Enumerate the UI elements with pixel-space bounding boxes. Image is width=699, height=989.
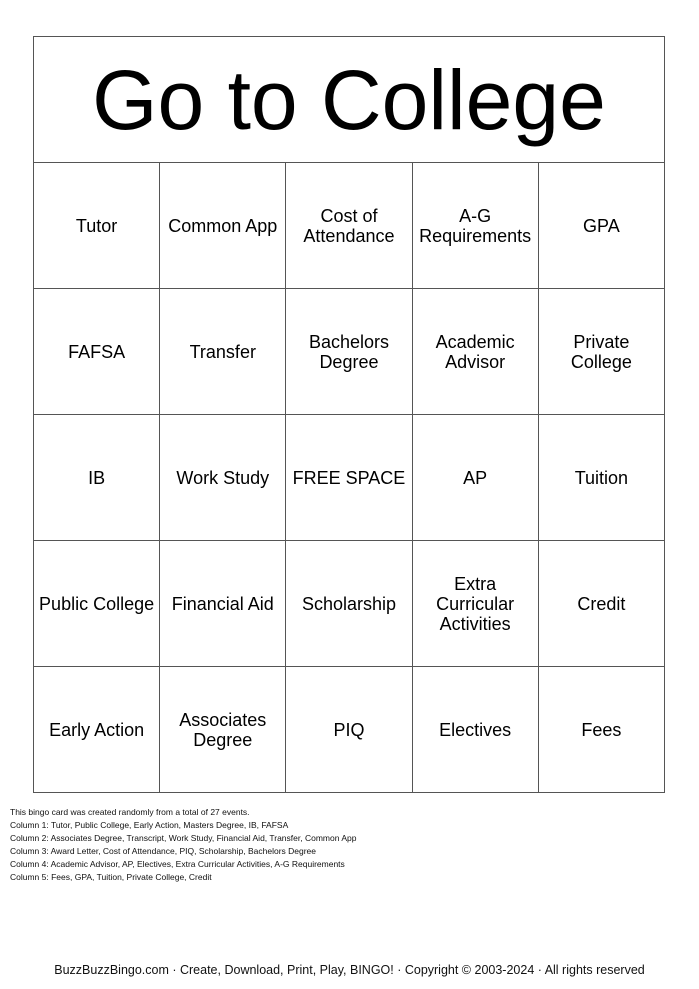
bingo-card	[33, 36, 665, 793]
bingo-cell: IB	[34, 415, 160, 541]
free-space-cell: FREE SPACE	[286, 415, 412, 541]
bingo-cell: Tuition	[538, 415, 664, 541]
card-title: Go to College	[34, 37, 665, 163]
note-line: Column 2: Associates Degree, Transcript, Work Study, Financial Aid, Transfer, Common App	[10, 833, 357, 843]
bingo-cell: Electives	[412, 667, 538, 793]
note-line: Column 1: Tutor, Public College, Early Action, Masters Degree, IB, FAFSA	[10, 820, 289, 830]
bingo-cell: Private College	[538, 289, 664, 415]
bingo-cell: Transfer	[160, 289, 286, 415]
card-notes	[10, 806, 356, 884]
bingo-cell: Public College	[34, 541, 160, 667]
bingo-cell: Common App	[160, 163, 286, 289]
page-footer: BuzzBuzzBingo.com · Create, Download, Print, Play, BINGO! · Copyright © 2003-2024 · All rights reserved	[54, 963, 645, 977]
title-row	[34, 37, 665, 163]
bingo-cell: Cost of Attendance	[286, 163, 412, 289]
bingo-row	[34, 289, 665, 415]
bingo-cell: AP	[412, 415, 538, 541]
bingo-cell: Extra Curricular Activities	[412, 541, 538, 667]
bingo-cell: Scholarship	[286, 541, 412, 667]
note-line: Column 4: Academic Advisor, AP, Electives, Extra Curricular Activities, A-G Requirements	[10, 859, 345, 869]
bingo-cell: Fees	[538, 667, 664, 793]
note-line: This bingo card was created randomly from a total of 27 events.	[10, 807, 250, 817]
bingo-cell: Associates Degree	[160, 667, 286, 793]
bingo-cell: Early Action	[34, 667, 160, 793]
bingo-row	[34, 163, 665, 289]
bingo-cell: PIQ	[286, 667, 412, 793]
bingo-row	[34, 667, 665, 793]
bingo-cell: Financial Aid	[160, 541, 286, 667]
bingo-cell: A-G Requirements	[412, 163, 538, 289]
bingo-cell: GPA	[538, 163, 664, 289]
bingo-cell: Bachelors Degree	[286, 289, 412, 415]
note-line: Column 5: Fees, GPA, Tuition, Private College, Credit	[10, 872, 212, 882]
bingo-row	[34, 541, 665, 667]
bingo-cell: FAFSA	[34, 289, 160, 415]
bingo-cell: Credit	[538, 541, 664, 667]
note-line: Column 3: Award Letter, Cost of Attendance, PIQ, Scholarship, Bachelors Degree	[10, 846, 317, 856]
bingo-row	[34, 415, 665, 541]
bingo-cell: Academic Advisor	[412, 289, 538, 415]
bingo-cell: Tutor	[34, 163, 160, 289]
bingo-cell: Work Study	[160, 415, 286, 541]
